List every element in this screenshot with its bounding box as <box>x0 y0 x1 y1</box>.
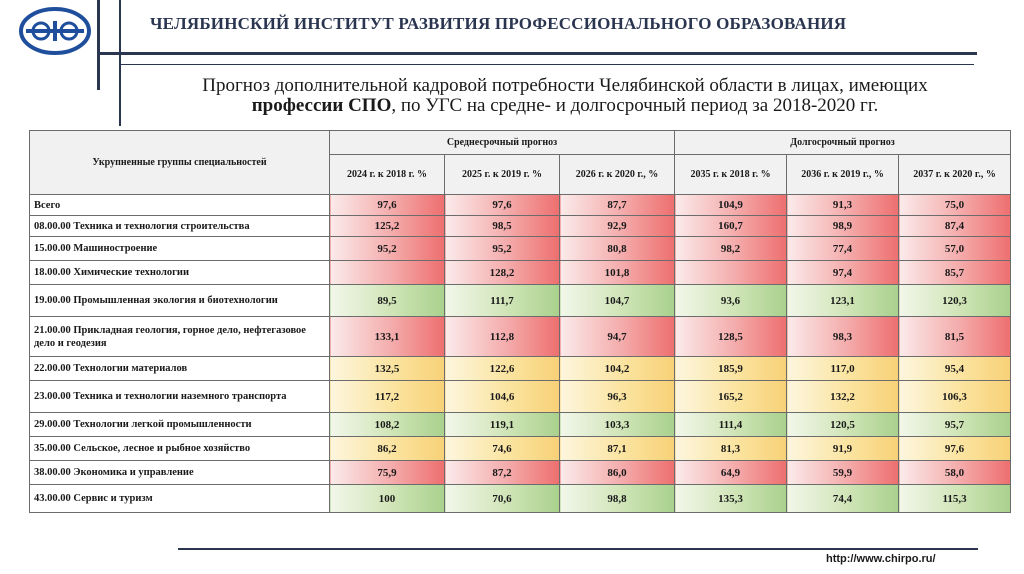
row-label: 22.00.00 Технологии материалов <box>30 357 330 381</box>
value-cell: 95,2 <box>445 237 560 261</box>
value-cell: 128,2 <box>445 261 560 285</box>
subtitle-rest: , по УГС на средне- и долгосрочный период за 2018-2020 гг. <box>391 95 879 116</box>
value-cell: 75,0 <box>899 195 1011 216</box>
value-cell: 91,3 <box>787 195 899 216</box>
value-cell: 95,2 <box>330 237 445 261</box>
value-cell: 92,9 <box>560 216 675 237</box>
value-cell: 87,4 <box>899 216 1011 237</box>
table-row <box>30 437 1011 461</box>
value-cell: 133,1 <box>330 317 445 357</box>
table-row <box>30 413 1011 437</box>
value-cell: 104,2 <box>560 357 675 381</box>
table-row <box>30 195 1011 216</box>
value-cell: 132,2 <box>787 381 899 413</box>
decor-line <box>119 64 974 65</box>
value-cell: 70,6 <box>445 485 560 513</box>
table-row <box>30 357 1011 381</box>
footer-line <box>178 548 978 550</box>
value-cell: 165,2 <box>675 381 787 413</box>
table-row <box>30 485 1011 513</box>
value-cell: 160,7 <box>675 216 787 237</box>
value-cell: 104,9 <box>675 195 787 216</box>
value-cell: 135,3 <box>675 485 787 513</box>
row-label: 29.00.00 Технологии легкой промышленности <box>30 413 330 437</box>
value-cell: 98,9 <box>787 216 899 237</box>
forecast-table <box>29 130 1011 513</box>
value-cell: 128,5 <box>675 317 787 357</box>
value-cell <box>330 261 445 285</box>
value-cell: 112,8 <box>445 317 560 357</box>
value-cell: 97,6 <box>899 437 1011 461</box>
value-cell: 120,3 <box>899 285 1011 317</box>
value-cell: 74,4 <box>787 485 899 513</box>
value-cell: 74,6 <box>445 437 560 461</box>
page-subtitle <box>130 76 1000 116</box>
long-term-header: Долгосрочный прогноз <box>675 131 1011 155</box>
value-cell: 94,7 <box>560 317 675 357</box>
table-row <box>30 261 1011 285</box>
page-header-title: ЧЕЛЯБИНСКИЙ ИНСТИТУТ РАЗВИТИЯ ПРОФЕССИОНАЛЬНОГО ОБРАЗОВАНИЯ <box>150 14 847 33</box>
footer-url-link[interactable]: http://www.chirpo.ru/ <box>826 553 936 565</box>
table-row <box>30 317 1011 357</box>
group-header: Укрупненные группы специальностей <box>30 131 330 195</box>
value-cell: 86,0 <box>560 461 675 485</box>
year-header: 2024 г. к 2018 г. % <box>330 155 445 195</box>
value-cell: 58,0 <box>899 461 1011 485</box>
value-cell: 115,3 <box>899 485 1011 513</box>
value-cell: 185,9 <box>675 357 787 381</box>
table-row <box>30 381 1011 413</box>
value-cell: 80,8 <box>560 237 675 261</box>
table-body <box>30 195 1011 513</box>
decor-line <box>97 52 977 55</box>
year-header: 2035 г. к 2018 г. % <box>675 155 787 195</box>
year-header: 2036 г. к 2019 г., % <box>787 155 899 195</box>
value-cell: 97,6 <box>445 195 560 216</box>
value-cell: 75,9 <box>330 461 445 485</box>
table-row <box>30 216 1011 237</box>
value-cell: 111,7 <box>445 285 560 317</box>
subtitle-line1: Прогноз дополнительной кадровой потребности Челябинской области в лицах, имеющих <box>202 75 928 96</box>
value-cell <box>675 261 787 285</box>
value-cell: 132,5 <box>330 357 445 381</box>
value-cell: 98,3 <box>787 317 899 357</box>
table-row <box>30 285 1011 317</box>
row-label: 23.00.00 Техника и технологии наземного транспорта <box>30 381 330 413</box>
row-label: 18.00.00 Химические технологии <box>30 261 330 285</box>
value-cell: 87,2 <box>445 461 560 485</box>
row-label: 21.00.00 Прикладная геология, горное дело, нефтегазовое дело и геодезия <box>30 317 330 357</box>
value-cell: 91,9 <box>787 437 899 461</box>
value-cell: 98,2 <box>675 237 787 261</box>
value-cell: 120,5 <box>787 413 899 437</box>
value-cell: 89,5 <box>330 285 445 317</box>
value-cell: 95,4 <box>899 357 1011 381</box>
value-cell: 117,0 <box>787 357 899 381</box>
year-header: 2025 г. к 2019 г. % <box>445 155 560 195</box>
value-cell: 100 <box>330 485 445 513</box>
value-cell: 77,4 <box>787 237 899 261</box>
value-cell: 125,2 <box>330 216 445 237</box>
row-label: 38.00.00 Экономика и управление <box>30 461 330 485</box>
value-cell: 97,6 <box>330 195 445 216</box>
value-cell: 96,3 <box>560 381 675 413</box>
table-row <box>30 461 1011 485</box>
value-cell: 85,7 <box>899 261 1011 285</box>
chirpo-logo-icon <box>18 6 92 56</box>
value-cell: 86,2 <box>330 437 445 461</box>
value-cell: 81,3 <box>675 437 787 461</box>
value-cell: 81,5 <box>899 317 1011 357</box>
value-cell: 87,1 <box>560 437 675 461</box>
value-cell: 98,5 <box>445 216 560 237</box>
mid-term-header: Среднесрочный прогноз <box>330 131 675 155</box>
value-cell: 111,4 <box>675 413 787 437</box>
value-cell: 122,6 <box>445 357 560 381</box>
value-cell: 119,1 <box>445 413 560 437</box>
row-label: 35.00.00 Сельское, лесное и рыбное хозяйство <box>30 437 330 461</box>
table-row <box>30 237 1011 261</box>
value-cell: 104,7 <box>560 285 675 317</box>
value-cell: 95,7 <box>899 413 1011 437</box>
subtitle-bold: профессии СПО <box>251 95 392 116</box>
value-cell: 98,8 <box>560 485 675 513</box>
row-label: Всего <box>30 195 330 216</box>
decor-line <box>97 0 100 90</box>
row-label: 19.00.00 Промышленная экология и биотехнологии <box>30 285 330 317</box>
value-cell: 97,4 <box>787 261 899 285</box>
value-cell: 57,0 <box>899 237 1011 261</box>
decor-line <box>119 0 121 126</box>
year-header: 2037 г. к 2020 г., % <box>899 155 1011 195</box>
value-cell: 117,2 <box>330 381 445 413</box>
row-label: 08.00.00 Техника и технология строительства <box>30 216 330 237</box>
value-cell: 64,9 <box>675 461 787 485</box>
year-header: 2026 г. к 2020 г., % <box>560 155 675 195</box>
value-cell: 59,9 <box>787 461 899 485</box>
value-cell: 87,7 <box>560 195 675 216</box>
value-cell: 104,6 <box>445 381 560 413</box>
value-cell: 108,2 <box>330 413 445 437</box>
value-cell: 103,3 <box>560 413 675 437</box>
value-cell: 123,1 <box>787 285 899 317</box>
value-cell: 101,8 <box>560 261 675 285</box>
row-label: 43.00.00 Сервис и туризм <box>30 485 330 513</box>
value-cell: 93,6 <box>675 285 787 317</box>
value-cell: 106,3 <box>899 381 1011 413</box>
row-label: 15.00.00 Машиностроение <box>30 237 330 261</box>
